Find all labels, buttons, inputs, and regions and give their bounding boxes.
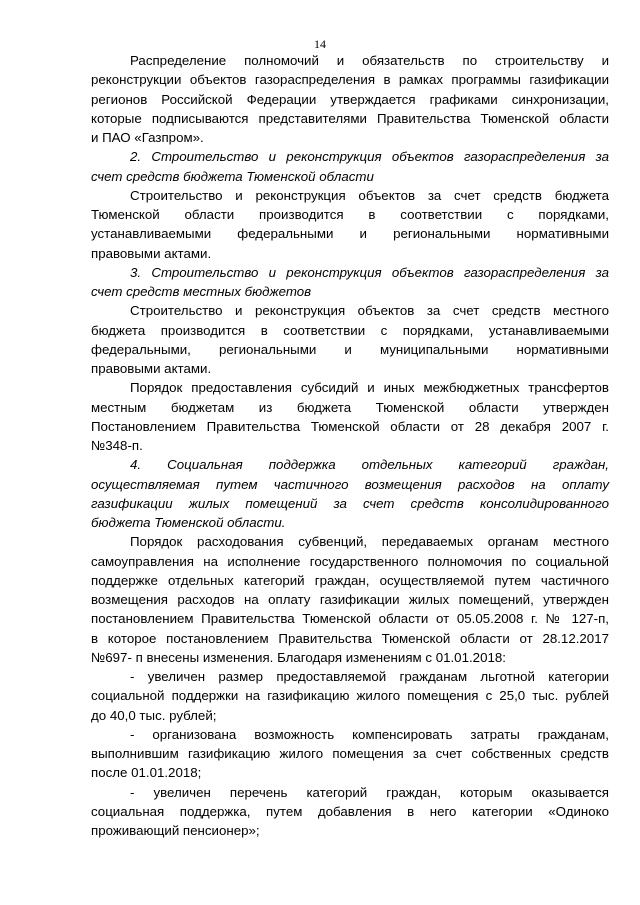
text-line: 2. Строительство и реконструкция объектов газораспределения за <box>130 149 609 165</box>
text-line: федеральными, региональными и муниципальными нормативными <box>91 341 609 357</box>
text-line: счет средств бюджета Тюменской области <box>91 168 374 184</box>
text-line: - увеличен перечень категорий граждан, которым оказывается <box>130 784 609 800</box>
text-line: возмещения расходов на оплату газификации жилых помещений, утвержден <box>91 592 609 607</box>
text-line: Тюменской области производится в соответствии с порядками, <box>91 207 609 222</box>
text-line: местным бюджетам из бюджета Тюменской области утвержден <box>91 399 609 415</box>
text-line: Постановлением Правительства Тюменской области от 28 декабря 2007 г. <box>91 418 609 434</box>
text-line: постановлением Правительства Тюменской области от 05.05.2008 г. № 127-п, <box>91 611 609 627</box>
text-line: 3. Строительство и реконструкция объектов газораспределения за <box>130 264 609 280</box>
text-line: Строительство и реконструкция объектов за счет средств бюджета <box>130 187 609 203</box>
text-line: проживающий пенсионер»; <box>91 823 260 838</box>
text-line: правовыми актами. <box>91 361 212 376</box>
text-line: бюджета Тюменской области. <box>91 515 286 530</box>
text-line: №697- п внесены изменения. Благодаря изменениям с 01.01.2018: <box>91 649 506 665</box>
text-line: осуществляемая путем частичного возмещения расходов на оплату <box>91 476 609 492</box>
text-line: в которое постановлением Правительства Тюменской области от 28.12.2017 <box>91 630 609 646</box>
text-line: которые подписываются представителями Правительства Тюменской области <box>91 110 609 126</box>
text-line: социальная поддержка, путем добавления в него категории «Одиноко <box>91 803 609 819</box>
text-line: Строительство и реконструкция объектов за счет средств местного <box>130 303 609 319</box>
text-line: устанавливаемыми федеральными и региональными нормативными <box>91 226 609 242</box>
text-line: реконструкции объектов газораспределения в рамках программы газификации <box>91 72 609 88</box>
text-line: правовыми актами. <box>91 245 212 261</box>
text-line: Порядок расходования субвенций, передаваемых органам местного <box>130 534 609 550</box>
text-line: выполнившим газификацию жилого помещения за счет собственных средств <box>91 746 609 761</box>
text-line: газификации жилых помещений за счет средств консолидированного <box>91 495 609 511</box>
text-line: поддержке отдельных категорий граждан, осуществляемой путем частичного <box>91 572 609 588</box>
text-line: Распределение полномочий и обязательств по строительству и <box>130 53 609 68</box>
text-line: и ПАО «Газпром». <box>91 130 204 145</box>
text-line: самоуправления на исполнение государственного полномочия по социальной <box>91 553 609 569</box>
text-line: Порядок предоставления субсидий и иных межбюджетных трансфертов <box>130 380 609 396</box>
text-line: 4. Социальная поддержка отдельных категорий граждан, <box>130 457 609 473</box>
text-line: - увеличен размер предоставляемой гражданам льготной категории <box>130 669 609 684</box>
page-number: 14 <box>314 37 326 51</box>
text-line: до 40,0 тыс. рублей; <box>91 707 217 723</box>
text-line: счет средств местных бюджетов <box>91 284 312 299</box>
text-line: №348-п. <box>91 438 143 453</box>
text-line: - организована возможность компенсировать затраты гражданам, <box>130 726 609 742</box>
text-line: социальной поддержки на газификацию жилого помещения с 25,0 тыс. рублей <box>91 688 609 704</box>
text-line: после 01.01.2018; <box>91 765 202 781</box>
text-line: регионов Российской Федерации утверждается графиками синхронизации, <box>91 91 609 107</box>
text-line: бюджета производится в соответствии с порядками, устанавливаемыми <box>91 322 609 338</box>
